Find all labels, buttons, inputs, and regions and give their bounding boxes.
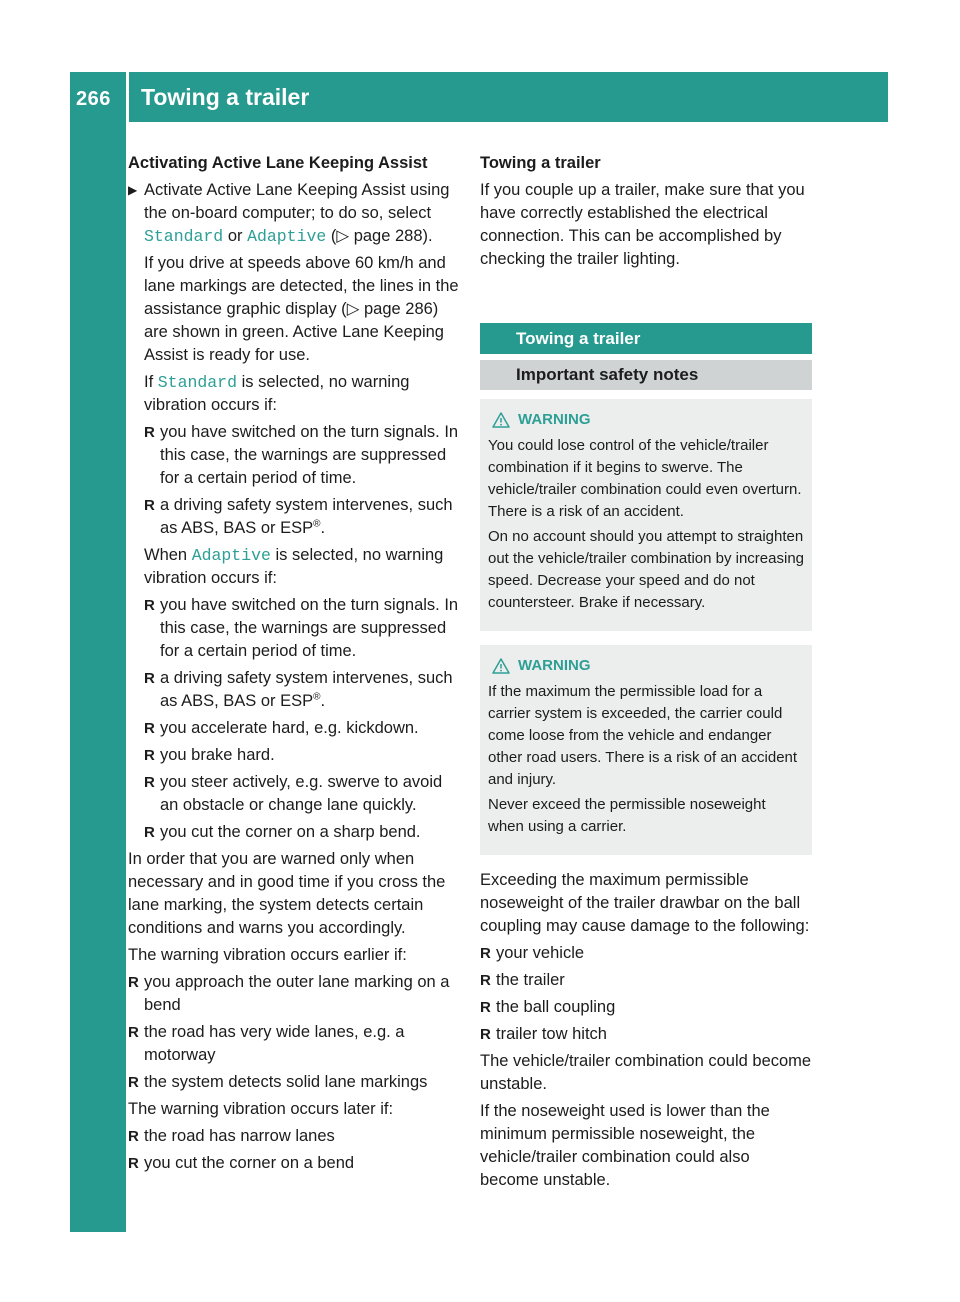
intro-paragraph: If you couple up a trailer, make sure that you have correctly established the electrical connection. This can be accomplished by checking the trailer lighting. (480, 181, 805, 268)
warning-header (488, 409, 804, 431)
instruction-step: ▶ Activate Active Lane Keeping Assist using the on-board computer; to do so, select Standard or Adaptive (▷ page 288). (128, 181, 450, 246)
r-bullet-icon: R (144, 597, 155, 614)
list-item: R you brake hard. (144, 744, 460, 767)
r-bullet-icon: R (144, 774, 155, 791)
r-bullet-icon: R (480, 945, 491, 962)
list-item: R a driving safety system intervenes, such as ABS, BAS or ESP®. (144, 669, 453, 710)
r-bullet-icon: R (144, 424, 155, 441)
lower-paragraph: If the noseweight used is lower than the minimum permissible noseweight, the vehicle/trailer combination could also become unstable. (480, 1102, 770, 1189)
page-number: 266 (76, 88, 111, 110)
list-item: R you steer actively, e.g. swerve to avoid an obstacle or change lane quickly. (144, 773, 443, 814)
unstable-paragraph: The vehicle/trailer combination could become unstable. (480, 1052, 812, 1093)
warning-box (480, 645, 812, 855)
triangle-right-icon: ▷ (346, 300, 360, 318)
header-divider (126, 72, 129, 122)
warning-triangle-icon (492, 412, 510, 428)
exceeding-paragraph: Exceeding the maximum permissible noseweight of the trailer drawbar on the ball coupling may cause damage to the following: (480, 871, 810, 935)
warning-title: WARNING (518, 657, 591, 674)
list-item: R trailer tow hitch (480, 1023, 812, 1046)
page-ref-link[interactable]: page 288). (353, 227, 433, 245)
left-column (128, 152, 460, 1179)
r-bullet-icon: R (128, 1128, 139, 1145)
warning-text: On no account should you attempt to straighten out the vehicle/trailer combination by increasing speed. Decrease your speed and do not countersteer. Brake if necessary. (488, 528, 805, 611)
adaptive-selected-text: is selected, no warning vibration occurs if: (144, 546, 444, 587)
r-bullet-icon: R (480, 999, 491, 1016)
arrow-right-icon: ▶ (128, 183, 138, 197)
list-item: R you have switched on the turn signals. In this case, the warnings are suppressed for a certain period of time. (144, 423, 459, 487)
standard-code: Standard (157, 373, 237, 392)
warning-title: WARNING (518, 411, 591, 428)
adaptive-code: Adaptive (247, 227, 327, 246)
warned-paragraph: In order that you are warned only when necessary and in good time if you cross the lane marking, the system detects certain conditions and warns you accordingly. (128, 850, 446, 937)
page-title: Towing a trailer (141, 84, 310, 110)
page-ref-link[interactable]: page 286) (363, 300, 439, 318)
list-item: R the ball coupling (480, 996, 812, 1019)
subsection-title-bar: Important safety notes (480, 360, 812, 390)
r-bullet-icon: R (128, 1074, 139, 1091)
list-item: R the road has very wide lanes, e.g. a motorway (128, 1023, 405, 1064)
speed-text: If you drive at speeds above 60 km/h and lane markings are detected, the lines in the assistance graphic display ( (144, 254, 459, 318)
or-word: or (227, 227, 243, 245)
standard-code: Standard (144, 227, 224, 246)
r-bullet-icon: R (144, 720, 155, 737)
r-bullet-icon: R (128, 1155, 139, 1172)
step-text: Activate Active Lane Keeping Assist using the on-board computer; to do so, select (144, 181, 450, 222)
later-intro: The warning vibration occurs later if: (128, 1100, 394, 1118)
r-bullet-icon: R (128, 1024, 139, 1041)
list-item: R your vehicle (480, 942, 812, 965)
list-item: R the trailer (480, 969, 812, 992)
list-item: R you approach the outer lane marking on a bend (128, 973, 450, 1014)
warning-text: You could lose control of the vehicle/trailer combination if it begins to swerve. The vehicle/trailer combination could even overturn. There is a risk of an accident. (488, 437, 802, 520)
triangle-right-icon: ▷ (336, 227, 350, 245)
when-word: When (144, 546, 188, 564)
adaptive-code: Adaptive (191, 546, 271, 565)
r-bullet-icon: R (144, 497, 155, 514)
right-column (480, 152, 812, 1196)
list-item: R the road has narrow lanes (128, 1125, 460, 1148)
standard-paragraph (128, 371, 460, 417)
r-bullet-icon: R (128, 974, 139, 991)
list-item: R you accelerate hard, e.g. kickdown. (144, 717, 460, 740)
chapter-label: Driving and parking (85, 292, 110, 500)
list-item: R a driving safety system intervenes, such as ABS, BAS or ESP®. (144, 496, 453, 537)
earlier-intro: The warning vibration occurs earlier if: (128, 946, 407, 964)
r-bullet-icon: R (144, 824, 155, 841)
list-item: R you cut the corner on a bend (128, 1152, 460, 1175)
section-heading: Towing a trailer (480, 154, 601, 172)
warning-triangle-icon (492, 658, 510, 674)
r-bullet-icon: R (144, 747, 155, 764)
chapter-sidebar (70, 122, 126, 1232)
list-item: R you have switched on the turn signals. In this case, the warnings are suppressed for a certain period of time. (144, 596, 459, 660)
list-item: R the system detects solid lane markings (128, 1071, 460, 1094)
section-title-bar: Towing a trailer (480, 323, 812, 354)
section-heading: Activating Active Lane Keeping Assist (128, 154, 428, 172)
standard-selected-text: is selected, no warning vibration occurs if: (144, 373, 410, 414)
if-word: If (144, 373, 154, 391)
warning-header (488, 655, 804, 677)
list-item: R you cut the corner on a sharp bend. (144, 821, 460, 844)
r-bullet-icon: R (480, 1026, 491, 1043)
warning-text: Never exceed the permissible noseweight when using a carrier. (488, 796, 766, 835)
speed-paragraph (128, 252, 460, 367)
adaptive-paragraph (128, 544, 460, 590)
green-text: are shown in green. Active Lane Keeping Assist is ready for use. (144, 323, 444, 364)
warning-box (480, 399, 812, 631)
r-bullet-icon: R (144, 670, 155, 687)
r-bullet-icon: R (480, 972, 491, 989)
warning-text: If the maximum the permissible load for a carrier system is exceeded, the carrier could come loose from the vehicle and endanger other road users. There is a risk of an accident and injury. (488, 683, 798, 788)
